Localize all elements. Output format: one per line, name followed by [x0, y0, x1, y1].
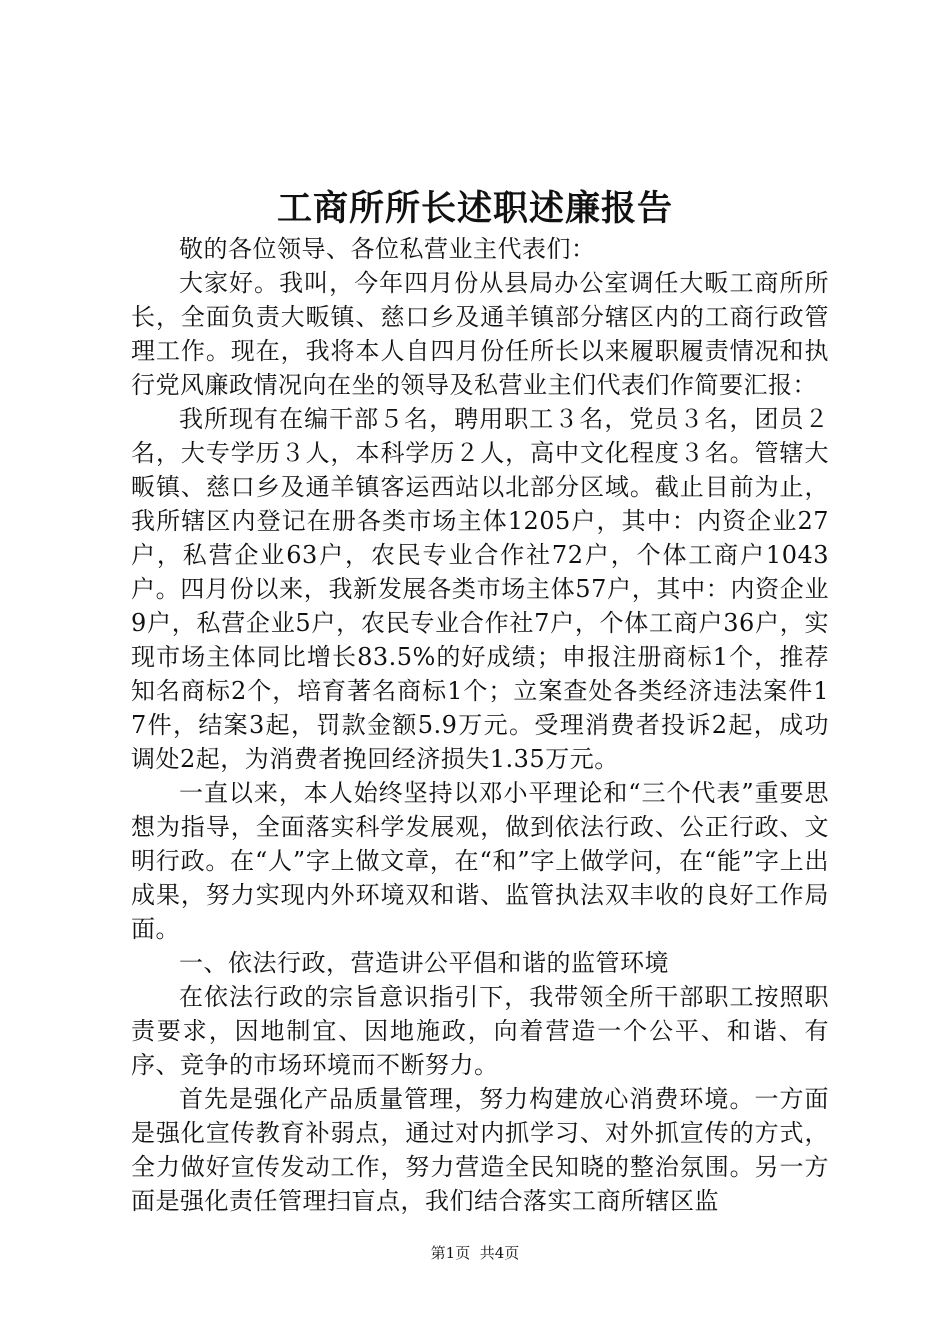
paragraph-principles: 一直以来，本人始终坚持以邓小平理论和“三个代表”重要思想为指导，全面落实科学发展观，做到依法行政、公正行政、文明行政。在“人”字上做文章，在“和”字上做学问，在“能”字上出成果，努力实现内外环境双和谐、监管执法双丰收的良好工作局面。 [131, 779, 829, 943]
paragraph-introduction: 大家好。我叫，今年四月份从县局办公室调任大畈工商所所长，全面负责大畈镇、慈口乡及通羊镇部分辖区内的工商行政管理工作。现在，我将本人自四月份任所长以来履职履责情况和执行党风廉政情况向在坐的领导及私营业主们代表们作简要汇报： [131, 269, 829, 399]
document-body [131, 232, 829, 1218]
section-heading-1: 一、依法行政，营造讲公平倡和谐的监管环境 [179, 949, 669, 977]
page-footer [0, 1243, 950, 1263]
paragraph-section-1-intro: 在依法行政的宗旨意识指引下，我带领全所干部职工按照职责要求，因地制宜、因地施政，向着营造一个公平、和谐、有序、竞争的市场环境而不断努力。 [131, 983, 829, 1079]
page-total: 共4页 [479, 1244, 520, 1262]
document-title: 工商所所长述职述廉报告 [276, 188, 673, 229]
paragraph-statistics: 我所现有在编干部５名，聘用职工３名，党员３名，团员２名，大专学历３人，本科学历２人，高中文化程度３名。管辖大畈镇、慈口乡及通羊镇客运西站以北部分区域。截止目前为止，我所辖区内登记在册各类市场主体1205户，其中：内资企业27户，私营企业63户，农民专业合作社72户，个体工商户1043户。四月份以来，我新发展各类市场主体57户，其中：内资企业9户，私营企业5户，农民专业合作社7户，个体工商户36户，实现市场主体同比增长83.5%的好成绩；申报注册商标1个，推荐知名商标2个，培育著名商标1个；立案查处各类经济违法案件17件，结案3起，罚款金额5.9万元。受理消费者投诉2起，成功调处2起，为消费者挽回经济损失1.35万元。 [131, 405, 829, 773]
page-number: 第1页 [430, 1244, 471, 1262]
paragraph-salutation: 敬的各位领导、各位私营业主代表们： [179, 235, 596, 263]
paragraph-quality-management: 首先是强化产品质量管理，努力构建放心消费环境。一方面是强化宣传教育补弱点，通过对内抓学习、对外抓宣传的方式，全力做好宣传发动工作，努力营造全民知晓的整治氛围。另一方面是强化责任管理扫盲点，我们结合落实工商所辖区监 [131, 1085, 829, 1215]
